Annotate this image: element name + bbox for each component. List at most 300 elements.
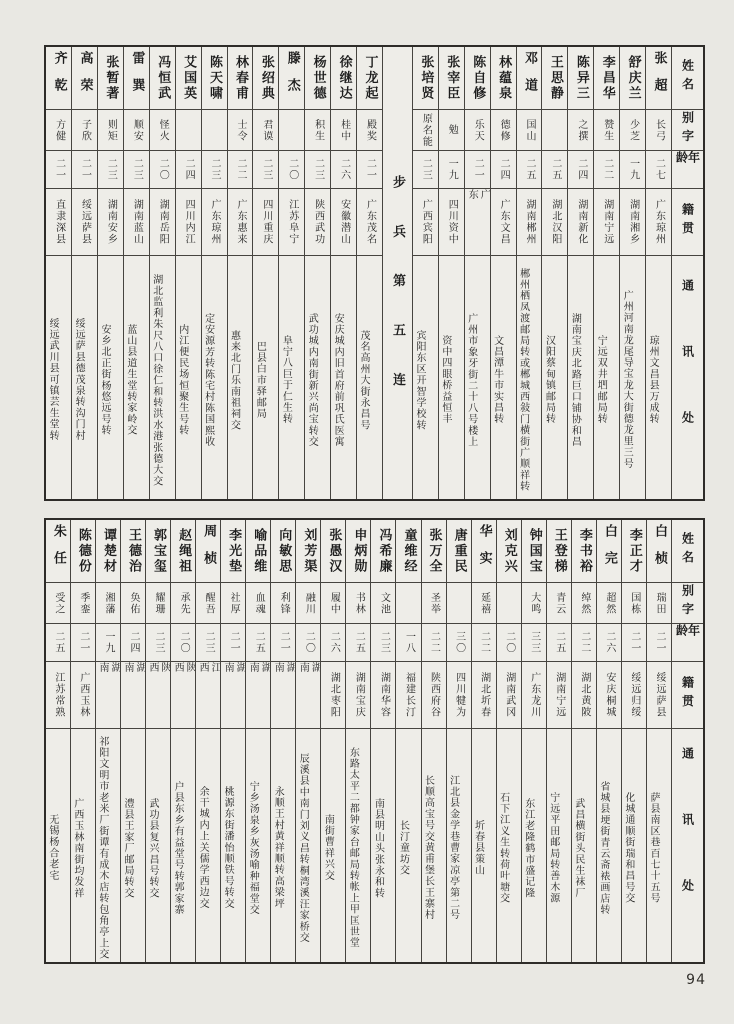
origin-text: 广东惠来 — [234, 199, 246, 245]
header-name-label: 姓名 — [680, 59, 695, 97]
name-cell — [413, 47, 438, 110]
name-text: 周桢 — [201, 523, 217, 579]
name-cell — [146, 520, 170, 583]
name-cell — [98, 47, 123, 110]
age-text: 二三 — [209, 158, 221, 181]
name-cell — [357, 47, 382, 110]
name-text: 申炳勋 — [351, 527, 367, 575]
age-cell — [46, 624, 70, 662]
age-text: 二二 — [428, 631, 440, 654]
zi-cell — [46, 583, 70, 624]
person-column — [395, 520, 420, 962]
age-cell — [72, 151, 97, 189]
header-zi-cell — [672, 110, 703, 151]
origin-cell — [71, 662, 95, 729]
address-cell — [96, 729, 120, 962]
address-cell — [72, 256, 97, 499]
name-text: 童维经 — [401, 527, 417, 575]
header-zi-label: 别字 — [680, 111, 695, 149]
origin-text: 广东 — [466, 189, 490, 225]
person-column — [145, 520, 170, 962]
name-text: 张愚汉 — [326, 527, 342, 575]
origin-cell — [597, 662, 621, 729]
age-cell — [568, 151, 593, 189]
zi-text: 怪火 — [157, 118, 169, 142]
origin-cell — [413, 189, 438, 256]
origin-text: 江苏常熟 — [52, 672, 64, 718]
header-address-cell — [672, 729, 703, 962]
address-cell — [472, 729, 496, 962]
age-cell — [396, 624, 420, 662]
zi-cell — [371, 583, 395, 624]
name-text: 刘芳渠 — [301, 527, 317, 575]
address-text: 澧县王家厂邮局转交 — [121, 797, 133, 899]
person-column — [195, 520, 220, 962]
address-cell — [98, 256, 123, 499]
origin-cell — [472, 662, 496, 729]
origin-text: 四川重庆 — [260, 199, 272, 245]
address-text: 南县明山头张永和转 — [372, 797, 384, 899]
name-cell — [646, 47, 671, 110]
age-cell — [594, 151, 619, 189]
address-cell — [146, 729, 170, 962]
name-cell — [371, 520, 395, 583]
address-text: 桃源东街潘怡顺铁号转交 — [222, 786, 234, 910]
age-cell — [497, 624, 521, 662]
name-text: 邓道 — [522, 50, 538, 106]
origin-text: 湖南 — [247, 662, 271, 698]
person-column — [438, 47, 464, 499]
zi-text: 原名能 — [420, 112, 432, 148]
origin-text: 绥远萨县 — [653, 672, 665, 718]
zi-text: 延禧 — [478, 591, 490, 615]
address-text: 广西玉林南街均发祥 — [71, 797, 83, 899]
age-cell — [96, 624, 120, 662]
name-cell — [465, 47, 490, 110]
age-text: 二〇 — [286, 158, 298, 181]
zi-cell — [522, 583, 546, 624]
origin-text: 广东琼州 — [653, 199, 665, 245]
address-text: 武功城内南街新兴尚宝转交 — [306, 312, 318, 448]
address-text: 石下江义生转荷叶塘交 — [497, 792, 509, 904]
zi-text: 奂佑 — [127, 591, 139, 615]
address-cell — [497, 729, 521, 962]
zi-cell — [71, 583, 95, 624]
age-text: 二一 — [53, 158, 65, 181]
origin-cell — [228, 189, 253, 256]
age-text: 二一 — [628, 631, 640, 654]
age-text: 二三 — [312, 158, 324, 181]
name-text: 林蕴泉 — [496, 54, 512, 102]
address-text: 祁阳文明市老米厂街谭有成木店转包角亭上交 — [96, 736, 108, 960]
zi-text: 血魂 — [253, 591, 265, 615]
zi-text: 桂中 — [338, 118, 350, 142]
name-cell — [321, 520, 345, 583]
page-number: 94 — [686, 972, 706, 988]
origin-text: 广东龙川 — [528, 672, 540, 718]
name-cell — [253, 47, 278, 110]
person-column — [567, 47, 593, 499]
zi-cell — [321, 583, 345, 624]
age-cell — [646, 151, 671, 189]
origin-cell — [620, 189, 645, 256]
name-text: 钟国宝 — [526, 527, 542, 575]
address-cell — [202, 256, 227, 499]
address-text: 南街曹祥兴交 — [322, 814, 334, 882]
age-text: 二三 — [378, 631, 390, 654]
address-text: 宁远平田邮局转善木源 — [547, 792, 559, 904]
origin-text: 江西 — [197, 662, 221, 698]
zi-cell — [98, 110, 123, 151]
age-text: 二一 — [77, 631, 89, 654]
person-column — [490, 47, 516, 499]
zi-cell — [96, 583, 120, 624]
name-text: 丁龙起 — [362, 54, 378, 102]
address-cell — [594, 256, 619, 499]
name-cell — [46, 520, 70, 583]
age-text: 三三 — [528, 631, 540, 654]
age-cell — [522, 624, 546, 662]
address-text: 琼州文昌县万成转 — [647, 335, 659, 425]
name-text: 张暂著 — [103, 54, 119, 102]
age-cell — [547, 624, 571, 662]
age-cell — [305, 151, 330, 189]
origin-text: 福建长汀 — [403, 672, 415, 718]
zi-cell — [647, 583, 671, 624]
zi-cell — [620, 110, 645, 151]
header-age-label: 年龄 — [674, 151, 701, 170]
zi-cell — [228, 110, 253, 151]
origin-cell — [622, 662, 646, 729]
zi-cell — [171, 583, 195, 624]
address-text: 省城县埂街青云斋裱画店转 — [597, 780, 609, 916]
header-column — [671, 47, 703, 499]
name-text: 张万全 — [426, 527, 442, 575]
origin-cell — [246, 662, 270, 729]
zi-text: 湘藩 — [102, 591, 114, 615]
origin-cell — [491, 189, 516, 256]
address-cell — [371, 729, 395, 962]
address-text: 永顺王村黄祥顺转高梁坪 — [272, 786, 284, 910]
age-cell — [176, 151, 201, 189]
address-text: 湖南宝庆北路巨口铺协和昌 — [569, 312, 581, 448]
origin-cell — [196, 662, 220, 729]
zi-text: 国栋 — [628, 591, 640, 615]
address-cell — [296, 729, 320, 962]
address-text: 湖北监利朱尺八口徐仁和转洪水港张德大交 — [150, 273, 162, 487]
address-text: 郴州栖凤渡邮局转或郴城西敍门横街广顺祥转 — [517, 268, 529, 492]
zi-cell — [305, 110, 330, 151]
zi-cell — [121, 583, 145, 624]
person-column — [252, 47, 278, 499]
age-cell — [517, 151, 542, 189]
name-cell — [568, 47, 593, 110]
name-cell — [447, 520, 471, 583]
name-text: 唐重民 — [451, 527, 467, 575]
address-text: 巴县白市驿邮局 — [254, 340, 266, 420]
zi-text: 乐天 — [472, 118, 484, 142]
address-text: 东江老隆鹤市盛记隆 — [522, 797, 534, 899]
origin-text: 广东文昌 — [498, 199, 510, 245]
name-cell — [422, 520, 446, 583]
age-text: 二一 — [472, 158, 484, 181]
name-cell — [221, 520, 245, 583]
zi-cell — [542, 110, 567, 151]
origin-cell — [331, 189, 356, 256]
address-cell — [171, 729, 195, 962]
name-cell — [124, 47, 149, 110]
zi-text: 积生 — [312, 118, 324, 142]
origin-text: 广西宾阳 — [420, 199, 432, 245]
origin-text: 安徽潜山 — [338, 199, 350, 245]
address-cell — [622, 729, 646, 962]
name-cell — [491, 47, 516, 110]
zi-cell — [357, 110, 382, 151]
address-text: 户县东乡有益堂号转郭家寨 — [172, 780, 184, 916]
person-column — [70, 520, 95, 962]
name-cell — [96, 520, 120, 583]
age-text: 二一 — [278, 631, 290, 654]
name-cell — [522, 520, 546, 583]
person-column — [330, 47, 356, 499]
origin-cell — [647, 662, 671, 729]
origin-cell — [321, 662, 345, 729]
name-text: 滕杰 — [284, 50, 300, 106]
zi-text: 大鸣 — [528, 591, 540, 615]
age-cell — [98, 151, 123, 189]
name-cell — [196, 520, 220, 583]
origin-cell — [46, 189, 71, 256]
origin-cell — [271, 662, 295, 729]
age-text: 二三 — [105, 158, 117, 181]
address-text: 文昌潭牛市实昌转 — [491, 335, 503, 425]
zi-text: 赞生 — [601, 118, 613, 142]
age-cell — [71, 624, 95, 662]
age-text: 二一 — [364, 158, 376, 181]
header-address-label: 通讯处 — [680, 746, 695, 945]
address-cell — [422, 729, 446, 962]
origin-cell — [176, 189, 201, 256]
age-cell — [439, 151, 464, 189]
person-column — [304, 47, 330, 499]
age-cell — [620, 151, 645, 189]
header-origin-label: 籍贯 — [680, 203, 695, 241]
name-text: 李昌华 — [599, 54, 615, 102]
origin-cell — [305, 189, 330, 256]
address-cell — [517, 256, 542, 499]
name-text: 张培贤 — [418, 54, 434, 102]
name-text: 冯希廉 — [376, 527, 392, 575]
age-text: 二五 — [52, 631, 64, 654]
age-text: 一八 — [403, 631, 415, 654]
name-cell — [594, 47, 619, 110]
name-text: 王德治 — [125, 527, 141, 575]
age-cell — [321, 624, 345, 662]
name-cell — [647, 520, 671, 583]
name-text: 王思静 — [547, 54, 563, 102]
origin-text: 绥远归绥 — [628, 672, 640, 718]
age-cell — [146, 624, 170, 662]
name-cell — [547, 520, 571, 583]
age-text: 二二 — [478, 631, 490, 654]
person-column — [97, 47, 123, 499]
name-text: 齐乾 — [51, 50, 67, 106]
address-cell — [121, 729, 145, 962]
person-column — [645, 47, 671, 499]
age-text: 二〇 — [178, 631, 190, 654]
address-text: 茂名高州大街永昌号 — [358, 329, 370, 431]
name-cell — [497, 520, 521, 583]
address-cell — [491, 256, 516, 499]
origin-text: 广东茂名 — [364, 199, 376, 245]
age-text: 二五 — [253, 631, 265, 654]
person-column — [621, 520, 646, 962]
age-text: 二六 — [328, 631, 340, 654]
address-text: 汉阳蔡甸镇邮局转 — [543, 335, 555, 425]
age-cell — [279, 151, 304, 189]
origin-text: 湖南郴州 — [524, 199, 536, 245]
origin-text: 湖南 — [96, 662, 120, 698]
name-text: 舒庆兰 — [625, 54, 641, 102]
origin-text: 湖南安乡 — [105, 199, 117, 245]
person-column — [646, 520, 671, 962]
age-cell — [572, 624, 596, 662]
name-cell — [176, 47, 201, 110]
name-cell — [279, 47, 304, 110]
origin-cell — [279, 189, 304, 256]
address-text: 安庆城内旧首府前巩氏医寓 — [332, 312, 344, 448]
age-cell — [202, 151, 227, 189]
name-cell — [331, 47, 356, 110]
origin-cell — [253, 189, 278, 256]
origin-cell — [522, 662, 546, 729]
address-cell — [305, 256, 330, 499]
person-column — [278, 47, 304, 499]
zi-cell — [597, 583, 621, 624]
person-column — [170, 520, 195, 962]
origin-cell — [346, 662, 370, 729]
name-text: 林春甫 — [232, 54, 248, 102]
origin-text: 湖北黄陂 — [578, 672, 590, 718]
address-cell — [620, 256, 645, 499]
zi-cell — [124, 110, 149, 151]
person-column — [175, 47, 201, 499]
address-text: 江北县金学巷曹家凉亭第二号 — [447, 775, 459, 921]
origin-cell — [547, 662, 571, 729]
person-column — [95, 520, 120, 962]
origin-cell — [96, 662, 120, 729]
person-column — [471, 520, 496, 962]
zi-text: 之撰 — [575, 118, 587, 142]
zi-text: 瑞田 — [653, 591, 665, 615]
age-cell — [597, 624, 621, 662]
origin-cell — [150, 189, 175, 256]
person-column — [120, 520, 145, 962]
header-name-label: 姓名 — [680, 532, 695, 570]
person-column — [619, 47, 645, 499]
origin-cell — [171, 662, 195, 729]
name-cell — [246, 520, 270, 583]
address-text: 武功县复兴昌号转交 — [147, 797, 159, 899]
person-column — [295, 520, 320, 962]
zi-cell — [422, 583, 446, 624]
zi-text: 绰然 — [578, 591, 590, 615]
name-text: 白桢 — [651, 523, 667, 579]
zi-cell — [72, 110, 97, 151]
zi-cell — [491, 110, 516, 151]
age-text: 二四 — [183, 158, 195, 181]
name-text: 杨世德 — [310, 54, 326, 102]
zi-text: 德修 — [498, 118, 510, 142]
name-text: 张超 — [651, 50, 667, 106]
origin-cell — [396, 662, 420, 729]
zi-cell — [221, 583, 245, 624]
age-cell — [171, 624, 195, 662]
origin-text: 陕西府谷 — [428, 672, 440, 718]
zi-text: 殿奖 — [364, 118, 376, 142]
age-text: 二三 — [153, 631, 165, 654]
origin-text: 广西玉林 — [77, 672, 89, 718]
origin-text: 湖北枣阳 — [328, 672, 340, 718]
address-text: 蓝山县道生堂转家岭交 — [124, 324, 136, 436]
person-column — [496, 520, 521, 962]
origin-cell — [202, 189, 227, 256]
origin-cell — [72, 189, 97, 256]
name-cell — [346, 520, 370, 583]
person-column — [593, 47, 619, 499]
address-cell — [572, 729, 596, 962]
address-cell — [547, 729, 571, 962]
name-text: 喻品维 — [251, 527, 267, 575]
age-text: 二三 — [260, 158, 272, 181]
origin-cell — [594, 189, 619, 256]
zi-cell — [296, 583, 320, 624]
person-column — [46, 47, 71, 499]
name-text: 张宰臣 — [444, 54, 460, 102]
header-origin-cell — [672, 662, 703, 729]
name-cell — [517, 47, 542, 110]
address-text: 广州河南龙尾导宝龙大街德龙里三号 — [621, 290, 633, 470]
address-cell — [357, 256, 382, 499]
address-cell — [346, 729, 370, 962]
name-text: 李光垫 — [226, 527, 242, 575]
name-text: 艾国英 — [181, 54, 197, 102]
name-cell — [202, 47, 227, 110]
origin-cell — [124, 189, 149, 256]
address-text: 东路太平二都钟家台邮局转帐上甲匡世堂 — [347, 747, 359, 949]
address-cell — [279, 256, 304, 499]
age-cell — [346, 624, 370, 662]
zi-cell — [497, 583, 521, 624]
origin-cell — [465, 189, 490, 256]
origin-text: 江苏阜宁 — [286, 199, 298, 245]
zi-cell — [176, 110, 201, 151]
name-cell — [271, 520, 295, 583]
name-text: 华实 — [476, 523, 492, 579]
zi-text: 超然 — [603, 591, 615, 615]
address-cell — [568, 256, 593, 499]
age-cell — [413, 151, 438, 189]
address-text: 安乡北正街杨悠远号转 — [98, 324, 110, 436]
address-cell — [647, 729, 671, 962]
person-column — [421, 520, 446, 962]
roster-table-bottom — [44, 518, 705, 964]
header-age-label: 年龄 — [674, 624, 701, 643]
name-text: 李书裕 — [576, 527, 592, 575]
address-text: 宾阳东区开智学校转 — [413, 329, 425, 431]
origin-text: 湖南岳阳 — [157, 199, 169, 245]
person-column — [356, 47, 382, 499]
